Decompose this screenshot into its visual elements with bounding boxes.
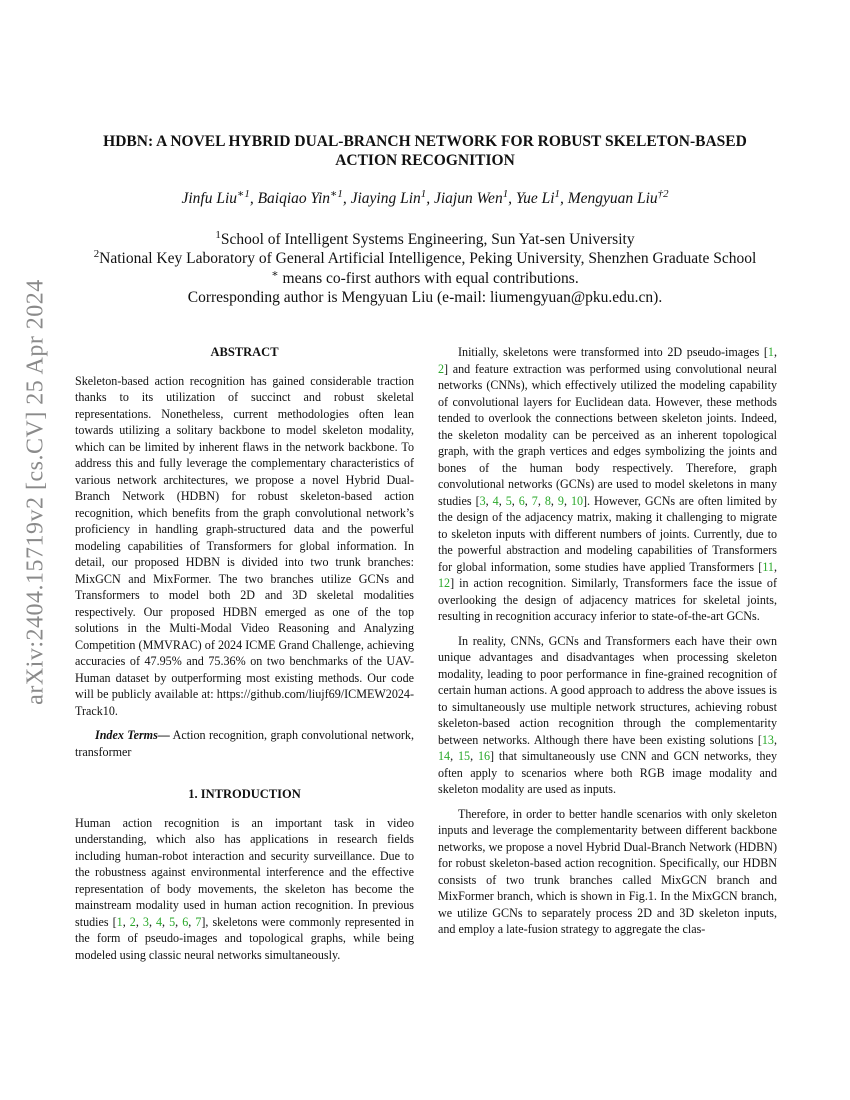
citation-link[interactable]: 11	[762, 559, 774, 574]
author-sep: ,	[559, 190, 568, 207]
author-sep: ,	[249, 190, 258, 207]
intro-text: ], skeletons were commonly represented in the form of pseudo-images and topological graphs, while being modeled using classic neural networks simultaneously.	[75, 914, 414, 962]
title-line-2: ACTION RECOGNITION	[335, 152, 515, 169]
cofirst-text: means co-first authors with equal contributions.	[278, 269, 579, 287]
author-mark: ∗1	[330, 187, 343, 200]
author-name: Jiaying Lin	[350, 190, 421, 207]
title-line-1: HDBN: A NOVEL HYBRID DUAL-BRANCH NETWORK FOR ROBUST SKELETON-BASED	[103, 133, 747, 150]
author-sep: ,	[342, 190, 351, 207]
citation-link[interactable]: 5	[169, 914, 176, 929]
affiliation-mark: 2	[93, 248, 100, 261]
author-sep: ,	[426, 190, 434, 207]
citation-link[interactable]: 2	[438, 361, 445, 376]
paper-title	[70, 132, 780, 170]
author-sep: ,	[508, 190, 516, 207]
citation-link[interactable]: 12	[438, 576, 451, 590]
affiliation-2	[70, 249, 780, 268]
citation-link[interactable]: 15	[457, 749, 471, 763]
author-mark: 1	[554, 187, 560, 200]
paragraph-text: ] and feature extraction was performed using convolutional neural networks (CNNs), which effectively utilized the modeling capability of convolutional layers for Euclidean data. However, these methods tended to overlook the connections between skeleton joints. Indeed, the skeleton modality can be perceived as an inherent topological graph, with the graph vertices and edges symbolizing the joints and bones of the human body respectively. Therefore, graph convolutional networks (GCNs) are used to model skeletons in many studies [	[438, 361, 777, 508]
paragraph-text: Initially, skeletons were transformed into 2D pseudo-images [	[458, 345, 768, 359]
cofirst-note	[70, 269, 780, 288]
intro-heading: 1. INTRODUCTION	[188, 787, 301, 801]
citation-link[interactable]: 3	[479, 493, 486, 508]
right-paragraph-1: Initially, skeletons were transformed into 2D pseudo-images [1, 2] and feature extraction was performed using convolutional neural networks (CNNs), which effectively utilized the modeling capability of convolutional layers for Euclidean data. However, these methods tended to overlook the connections between skeleton joints. Indeed, the skeleton modality can be perceived as an inherent topological graph, with the graph vertices and edges symbolizing the joints and bones of the human body respectively. Therefore, graph convolutional networks (GCNs) are used to model skeletons in many studies [3, 4, 5, 6, 7, 8, 9, 10]. However, GCNs are often limited by the design of the adjacency matrix, making it challenging to migrate to skeleton inputs with different numbers of joints. Currently, due to the powerful abstraction and modeling capabilities of Transformers for global information, some studies have applied Transformers [11, 12] in action recognition. Similarly, Transformers face the issue of overlooking the design of adjacency matrices for skeletal joints, resulting in recognition accuracy inferior to state-of-the-art GCNs.	[438, 345, 778, 623]
affiliation-mark: 1	[215, 228, 221, 241]
author-mark: †2	[657, 187, 669, 200]
intro-text: Human action recognition is an important task in video understanding, which also has applications in research fields including human-robot interaction and security surveillance. Due to the robustness against environmental interference and the effective representation of body movements, the skeleton has become the mainstream modality used in human action recognition. In previous studies [	[75, 815, 414, 929]
author-name: Mengyuan Liu	[567, 190, 658, 207]
author-name: Baiqiao Yin	[257, 190, 331, 207]
intro-paragraph: Human action recognition is an important task in video understanding, which also has applications in research fields including human-robot interaction and security surveillance. Due to the robustness against environmental interference and the effective representation of body movements, the skeleton has become the mainstream modality used in human action recognition. In previous studies [1, 2, 3, 4, 5, 6, 7], skeletons were commonly represented in the form of pseudo-images and topological graphs, while being modeled using classic neural networks simultaneously.	[75, 815, 414, 962]
arxiv-identifier	[22, 279, 50, 705]
citation-link[interactable]: 16	[477, 749, 491, 763]
citation-link[interactable]: 2	[129, 914, 136, 929]
citation-link[interactable]: 9	[557, 493, 564, 508]
cofirst-mark: ∗	[271, 267, 279, 280]
affiliations	[70, 230, 780, 307]
author-mark: 1	[420, 187, 427, 200]
paragraph-text: ]. However, GCNs are often limited by the design of the adjacency matrix, making it challenging to migrate to skeleton inputs with different numbers of joints. Currently, due to the powerful abstraction and modeling capabilities of Transformers for global information, some studies have applied Transformers [	[438, 493, 778, 574]
paragraph-text: ] that simultaneously use CNN and GCN networks, they often apply to scenarios where both RGB image modality and skeleton modality are used as inputs.	[438, 749, 778, 796]
author-mark: ∗1	[237, 187, 250, 200]
abstract-heading: ABSTRACT	[210, 345, 279, 359]
citation-link[interactable]: 7	[195, 914, 202, 929]
citation-link[interactable]: 10	[570, 493, 584, 508]
citation-link[interactable]: 14	[438, 749, 451, 763]
citation-link[interactable]: 3	[142, 914, 149, 929]
citation-link[interactable]: 1	[767, 345, 774, 359]
affiliation-1	[70, 230, 780, 249]
right-column	[438, 344, 777, 946]
citation-link[interactable]: 1	[116, 914, 123, 929]
index-terms-label: Index Terms—	[95, 728, 170, 742]
index-terms-text: Action recognition, graph convolutional network, transformer	[75, 728, 414, 759]
paragraph-text: ] in action recognition. Similarly, Transformers face the issue of overlooking the design of adjacency matrices for skeletal joints, resulting in recognition accuracy inferior to state-of-the-art GCNs.	[438, 576, 777, 623]
citation-link[interactable]: 7	[531, 493, 538, 508]
corresponding-author: Corresponding author is Mengyuan Liu (e-mail: liumengyuan@pku.edu.cn).	[187, 288, 663, 306]
paragraph-text: In reality, CNNs, GCNs and Transformers each have their own unique advantages and disadvantages when processing skeleton modality, leading to poor performance in fine-grained recognition of certain human actions. A good approach to address the above issues is to simultaneously use multiple network structures, achieving robust skeleton-based action recognition through the complementarity between networks. Although there have been existing solutions [	[438, 633, 777, 747]
citation-link[interactable]: 6	[518, 493, 525, 508]
left-column	[75, 344, 414, 971]
citation-link[interactable]: 13	[761, 732, 774, 747]
author-list	[70, 187, 780, 208]
right-paragraph-2: In reality, CNNs, GCNs and Transformers each have their own unique advantages and disadvantages when processing skeleton modality, leading to poor performance in fine-grained recognition of certain human actions. A good approach to address the above issues is to simultaneously use multiple network structures, achieving robust skeleton-based action recognition through the complementarity between networks. Although there have been existing solutions [13, 14, 15, 16] that simultaneously use CNN and GCN networks, they often apply to scenarios where both RGB image modality and skeleton modality are used as inputs.	[438, 633, 778, 796]
abstract-text: Skeleton-based action recognition has gained considerable traction thanks to its utilization of succinct and robust skeletal representations. Nonetheless, current methodologies often lean towards utilizing a solitary backbone to model skeleton modality, which can be limited by inherent flaws in the network backbone. To address this and fully leverage the complementary characteristics of various network architectures, we propose a novel Hybrid Dual-Branch Network (HDBN) for robust skeleton-based action recognition, which benefits from the graph convolutional network’s proficiency in handling graph-structured data and the powerful modeling capabilities of Transformers for global information. In detail, our proposed HDBN is divided into two trunk branches: MixGCN and MixFormer. The two branches utilize GCNs and Transformers to model both 2D and 3D skeletal modalities respectively. Our proposed HDBN emerged as one of the top solutions in the Multi-Modal Video Reasoning and Analyzing Competition (MMVRAC) of 2024 ICME Grand Challenge, achieving accuracies of 47.95% and 75.36% on two benchmarks of the UAV-Human dataset by outperforming most existing methods. Our code will be publicly available at: https://github.com/liujf69/ICMEW2024-Track10.	[75, 373, 414, 718]
author-name: Jiajun Wen	[433, 190, 503, 207]
citation-link[interactable]: 4	[156, 914, 163, 929]
arxiv-identifier-text: arXiv:2404.15719v2 [cs.CV] 25 Apr 2024	[22, 279, 49, 705]
citation-link[interactable]: 6	[182, 914, 189, 929]
affiliation-text: National Key Laboratory of General Artificial Intelligence, Peking University, Shenzhen Graduate School	[99, 250, 757, 268]
author-name: Yue Li	[515, 190, 555, 207]
citation-link[interactable]: 8	[544, 493, 551, 508]
right-paragraph-3: Therefore, in order to better handle scenarios with only skeleton inputs and leverage the complementarity between different backbone networks, we propose a novel Hybrid Dual-Branch Network (HDBN) for robust skeleton-based action recognition. Specifically, our HDBN consists of two trunk branches called MixGCN branch and MixFormer branch, which is shown in Fig.1. In the MixGCN branch, we utilize GCNs to separately process 2D and 3D skeleton inputs, and employ a late-fusion strategy to aggregate the clas-	[438, 806, 777, 936]
author-mark: 1	[502, 187, 509, 200]
citation-link[interactable]: 4	[492, 493, 499, 508]
author-name: Jinfu Liu	[181, 190, 238, 207]
index-terms	[75, 727, 414, 760]
affiliation-text: School of Intelligent Systems Engineering, Sun Yat-sen University	[220, 231, 635, 248]
citation-link[interactable]: 5	[505, 493, 512, 508]
